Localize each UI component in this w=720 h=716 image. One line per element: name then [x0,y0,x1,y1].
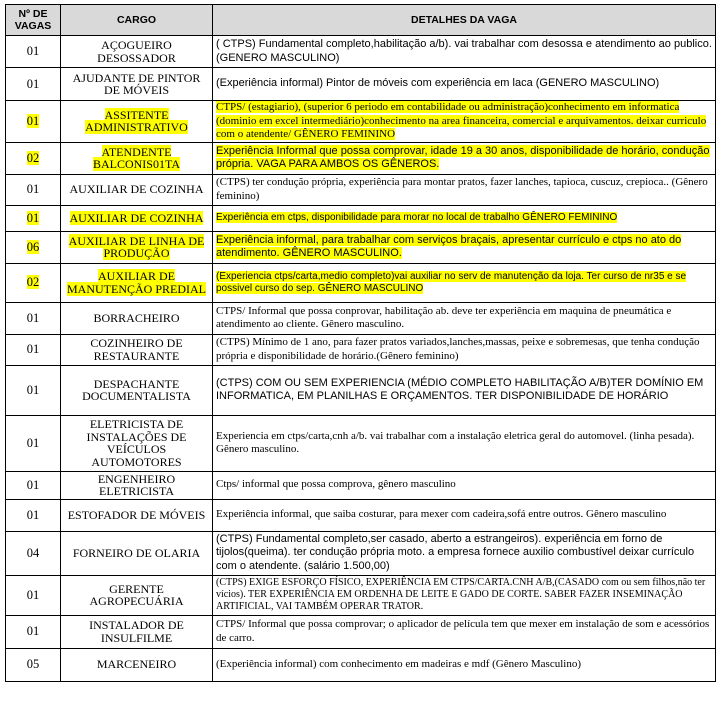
table-row [6,334,716,365]
vagas-cell [6,302,61,334]
detalhes-cell [213,615,716,648]
job-vacancies-table [5,4,716,682]
detalhes-cell [213,174,716,205]
table-row [6,471,716,499]
header-vagas-line1: Nº DE [18,8,48,20]
detalhes-text: Experiencia em ctps/carta,cnh a/b. vai trabalhar com a instalação eletrica geral do automovel. (linha pesada). Gênero masculino. [216,429,695,455]
cargo-cell [61,615,213,648]
vagas-cell [6,499,61,531]
table-row [6,205,716,231]
table-row [6,499,716,531]
detalhes-text: CTPS/ Informal que possa comprovar; o aplicador de película tem que mexer em instalação de som e acessórios de carro. [216,618,710,644]
vagas-count: 01 [26,44,40,58]
header-detalhes: DETALHES DA VAGA [213,5,716,36]
table-row [6,365,716,415]
detalhes-cell [213,101,716,143]
detalhes-text: (CTPS) Mínimo de 1 ano, para fazer pratos variados,lanches,massas, peixe e sobremesas, que tenha condução própria e disponibilidade de horário.(Gênero feminino) [216,336,700,362]
table-row [6,174,716,205]
table-body [6,36,716,682]
table-row [6,615,716,648]
cargo-cell [61,531,213,575]
cargo-cell [61,334,213,365]
cargo-cell [61,36,213,68]
cargo-title: COZINHEIRO DE RESTAURANTE [90,336,183,363]
detalhes-text: (Experiência informal) com conhecimento em madeiras e mdf (Gênero Masculino) [216,657,581,670]
cargo-title: AUXILIAR DE COZINHA [69,182,204,197]
cargo-cell [61,205,213,231]
table-row [6,142,716,174]
detalhes-cell [213,36,716,68]
detalhes-text: Experiência informal, que saiba costurar, para mexer com cadeira,sofá entre outros. Gênero masculino [216,508,667,521]
detalhes-cell [213,471,716,499]
detalhes-text: Experiência Informal que possa comprovar, idade 19 a 30 anos, disponibilidade de horário, condução própria. VAGA PARA AMBOS OS GÊNEROS. [216,144,710,170]
table-row [6,68,716,101]
cargo-cell [61,263,213,302]
cargo-cell [61,365,213,415]
vagas-count: 01 [26,624,40,638]
detalhes-text: (Experiência informal) Pintor de móveis com experiência em laca (GENERO MASCULINO) [216,77,660,90]
vagas-count: 01 [26,382,40,397]
vagas-count: 04 [26,545,40,560]
cargo-title: AUXILIAR DE COZINHA [69,210,204,225]
cargo-title: AJUDANTE DE PINTOR DE MÓVEIS [72,70,201,97]
vagas-count: 01 [26,477,40,492]
vagas-cell [6,205,61,231]
cargo-cell [61,499,213,531]
table-row [6,575,716,615]
vagas-cell [6,615,61,648]
cargo-title: ENGENHEIRO ELETRICISTA [97,471,176,498]
cargo-cell [61,575,213,615]
cargo-title: BORRACHEIRO [93,310,180,325]
detalhes-text: ( CTPS) Fundamental completo,habilitação a/b). vai trabalhar com desossa e atendimento ao publico. (GENERO MASCULINO) [216,38,712,64]
job-table-container [5,4,715,682]
table-row [6,531,716,575]
detalhes-cell [213,205,716,231]
detalhes-text: (CTPS) EXIGE ESFORÇO FÍSICO, EXPERIÊNCIA EM CTPS/CARTA.CNH A/B,(CASADO com ou sem filhos,não ter vícios). TER EXPERIÊNCIA EM ORDENHA DE LEITE E GADO DE CORTE. SABER FAZER INSEMINAÇÃO ARTIFICIAL, VAI TAMBÉM OPERAR TRATOR. [216,577,706,612]
vagas-cell [6,36,61,68]
vagas-cell [6,263,61,302]
vagas-count: 01 [26,310,40,325]
vagas-cell [6,68,61,101]
vagas-count: 01 [26,182,40,196]
vagas-count: 01 [26,113,40,128]
table-row [6,263,716,302]
vagas-cell [6,471,61,499]
vagas-count: 01 [26,342,40,356]
detalhes-cell [213,499,716,531]
detalhes-text: CTPS/ Informal que possa conprovar, habilitação ab. deve ter experiência em maquina de pneumática e atendimento ao cliente. Gênero masculino. [216,304,672,330]
detalhes-cell [213,68,716,101]
vagas-count: 01 [26,76,40,91]
cargo-title: ATENDENTE BALCONIS01TA [92,144,181,171]
vagas-count: 02 [26,275,40,289]
detalhes-text: (Experiencia ctps/carta,medio completo)vai auxiliar no serv de manutenção da loja. Ter curso de nr35 e se possivel curso do sep. GÊNERO MASCULINO [216,270,687,294]
vagas-cell [6,648,61,681]
vagas-cell [6,531,61,575]
detalhes-cell [213,531,716,575]
cargo-title: AUXILIAR DE MANUTENÇÃO PREDIAL [67,269,206,296]
header-cargo: CARGO [61,5,213,36]
vagas-count: 01 [26,587,40,602]
detalhes-text: CTPS/ (estagiario), (superior 6 periodo em contabilidade ou administração)conhecimento em informatica (dominio em excel intermediário)conhecimento na area financeira, comercial e arquivamentos. deixar curriculo com o atendente/ GÊNERO FEMININO [216,101,707,140]
cargo-title: INSTALADOR DE INSULFILME [89,618,184,645]
vagas-count: 06 [26,239,40,254]
table-row [6,231,716,263]
vagas-count: 01 [26,507,40,522]
cargo-title: ELETRICISTA DE INSTALAÇÕES DE VEÍCULOS AUTOMOTORES [86,417,187,469]
vagas-count: 01 [26,210,40,225]
cargo-title: AUXILIAR DE LINHA DE PRODUÇÃO [68,233,205,260]
cargo-cell [61,101,213,143]
cargo-title: MARCENEIRO [96,657,177,672]
cargo-title: FORNEIRO DE OLARIA [72,545,201,560]
detalhes-text: (CTPS) Fundamental completo,ser casado, aberto a estrangeiros). experiência em forno de tijolos(queima). ter condução própria moto. a empresa fornece auxilio combustível deixar currículo com o atendente. (salário 1.500,00) [216,532,695,572]
cargo-cell [61,231,213,263]
detalhes-text: Experiência em ctps, disponibilidade para morar no local de trabalho GÊNERO FEMININO [216,212,618,223]
cargo-cell [61,174,213,205]
detalhes-cell [213,142,716,174]
detalhes-text: Experiência informal, para trabalhar com serviços braçais, apresentar currículo e ctps no ato do atendimento. GÊNERO MASCULINO. [216,233,682,259]
cargo-title: ESTOFADOR DE MÓVEIS [67,507,206,522]
vagas-cell [6,101,61,143]
cargo-title: ASSITENTE ADMINISTRATIVO [85,107,188,135]
vagas-cell [6,231,61,263]
header-vagas-line2: VAGAS [14,20,52,32]
vagas-cell [6,142,61,174]
cargo-title: AÇOGUEIRO DESOSSADOR [97,38,176,65]
detalhes-text: (CTPS) COM OU SEM EXPERIENCIA (MÉDIO COMPLETO HABILITAÇÃO A/B)TER DOMÍNIO EM INFORMATICA, EM PLANILHAS E ORÇAMENTOS. TER DISPONIBILIDADE DE HORÁRIO [216,376,704,402]
vagas-cell [6,334,61,365]
table-row [6,36,716,68]
cargo-cell [61,142,213,174]
detalhes-cell [213,415,716,471]
cargo-cell [61,302,213,334]
cargo-cell [61,471,213,499]
vagas-count: 05 [26,657,40,671]
detalhes-cell [213,575,716,615]
detalhes-text: Ctps/ informal que possa comprova, gênero masculino [216,478,456,491]
detalhes-cell [213,365,716,415]
detalhes-cell [213,231,716,263]
cargo-title: DESPACHANTE DOCUMENTALISTA [82,376,191,403]
table-row [6,415,716,471]
vagas-cell [6,415,61,471]
vagas-cell [6,365,61,415]
detalhes-cell [213,263,716,302]
cargo-title: GERENTE AGROPECUÁRIA [89,581,184,608]
detalhes-cell [213,302,716,334]
table-row [6,101,716,143]
vagas-cell [6,174,61,205]
detalhes-text: (CTPS) ter condução própria, experiência para montar pratos, fazer lanches, tapioca, cuscuz, crepioca.. (Gênero feminino) [216,176,708,202]
cargo-cell [61,415,213,471]
vagas-count: 02 [26,150,40,165]
cargo-cell [61,648,213,681]
table-row [6,302,716,334]
detalhes-cell [213,648,716,681]
cargo-cell [61,68,213,101]
table-row [6,648,716,681]
table-header-row [6,5,716,36]
header-vagas [6,5,61,36]
vagas-cell [6,575,61,615]
detalhes-cell [213,334,716,365]
vagas-count: 01 [26,435,40,450]
